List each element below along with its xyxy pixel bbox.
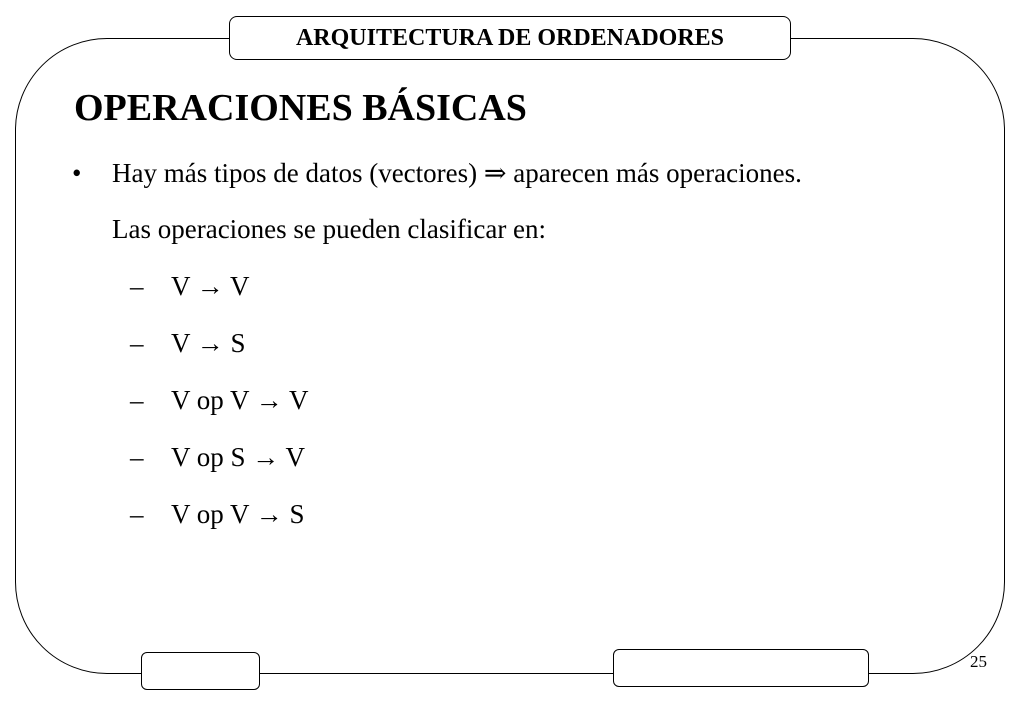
page-number: 25 xyxy=(970,652,987,671)
header-text: ARQUITECTURA DE ORDENADORES xyxy=(295,24,725,51)
bullet-icon: • xyxy=(72,158,82,188)
footer-box-left xyxy=(141,652,260,690)
slide-header xyxy=(229,16,791,60)
dash-icon: – xyxy=(130,328,144,358)
slide-frame xyxy=(15,38,1005,674)
dash-icon: – xyxy=(130,271,144,301)
dash-icon: – xyxy=(130,442,144,472)
list-item: V op S → V xyxy=(171,442,306,472)
list-item: V op V → V xyxy=(171,385,309,415)
footer-box-right xyxy=(613,649,869,687)
list-item: V → S xyxy=(171,328,246,358)
list-item: V → V xyxy=(171,271,250,301)
slide-title: OPERACIONES BÁSICAS xyxy=(74,87,527,129)
dash-icon: – xyxy=(130,385,144,415)
list-item: V op V → S xyxy=(171,499,305,529)
sub-text: Las operaciones se pueden clasificar en: xyxy=(112,214,547,244)
dash-icon: – xyxy=(130,499,144,529)
bullet-text: Hay más tipos de datos (vectores) ⇒ aparecen más operaciones. xyxy=(112,158,802,188)
